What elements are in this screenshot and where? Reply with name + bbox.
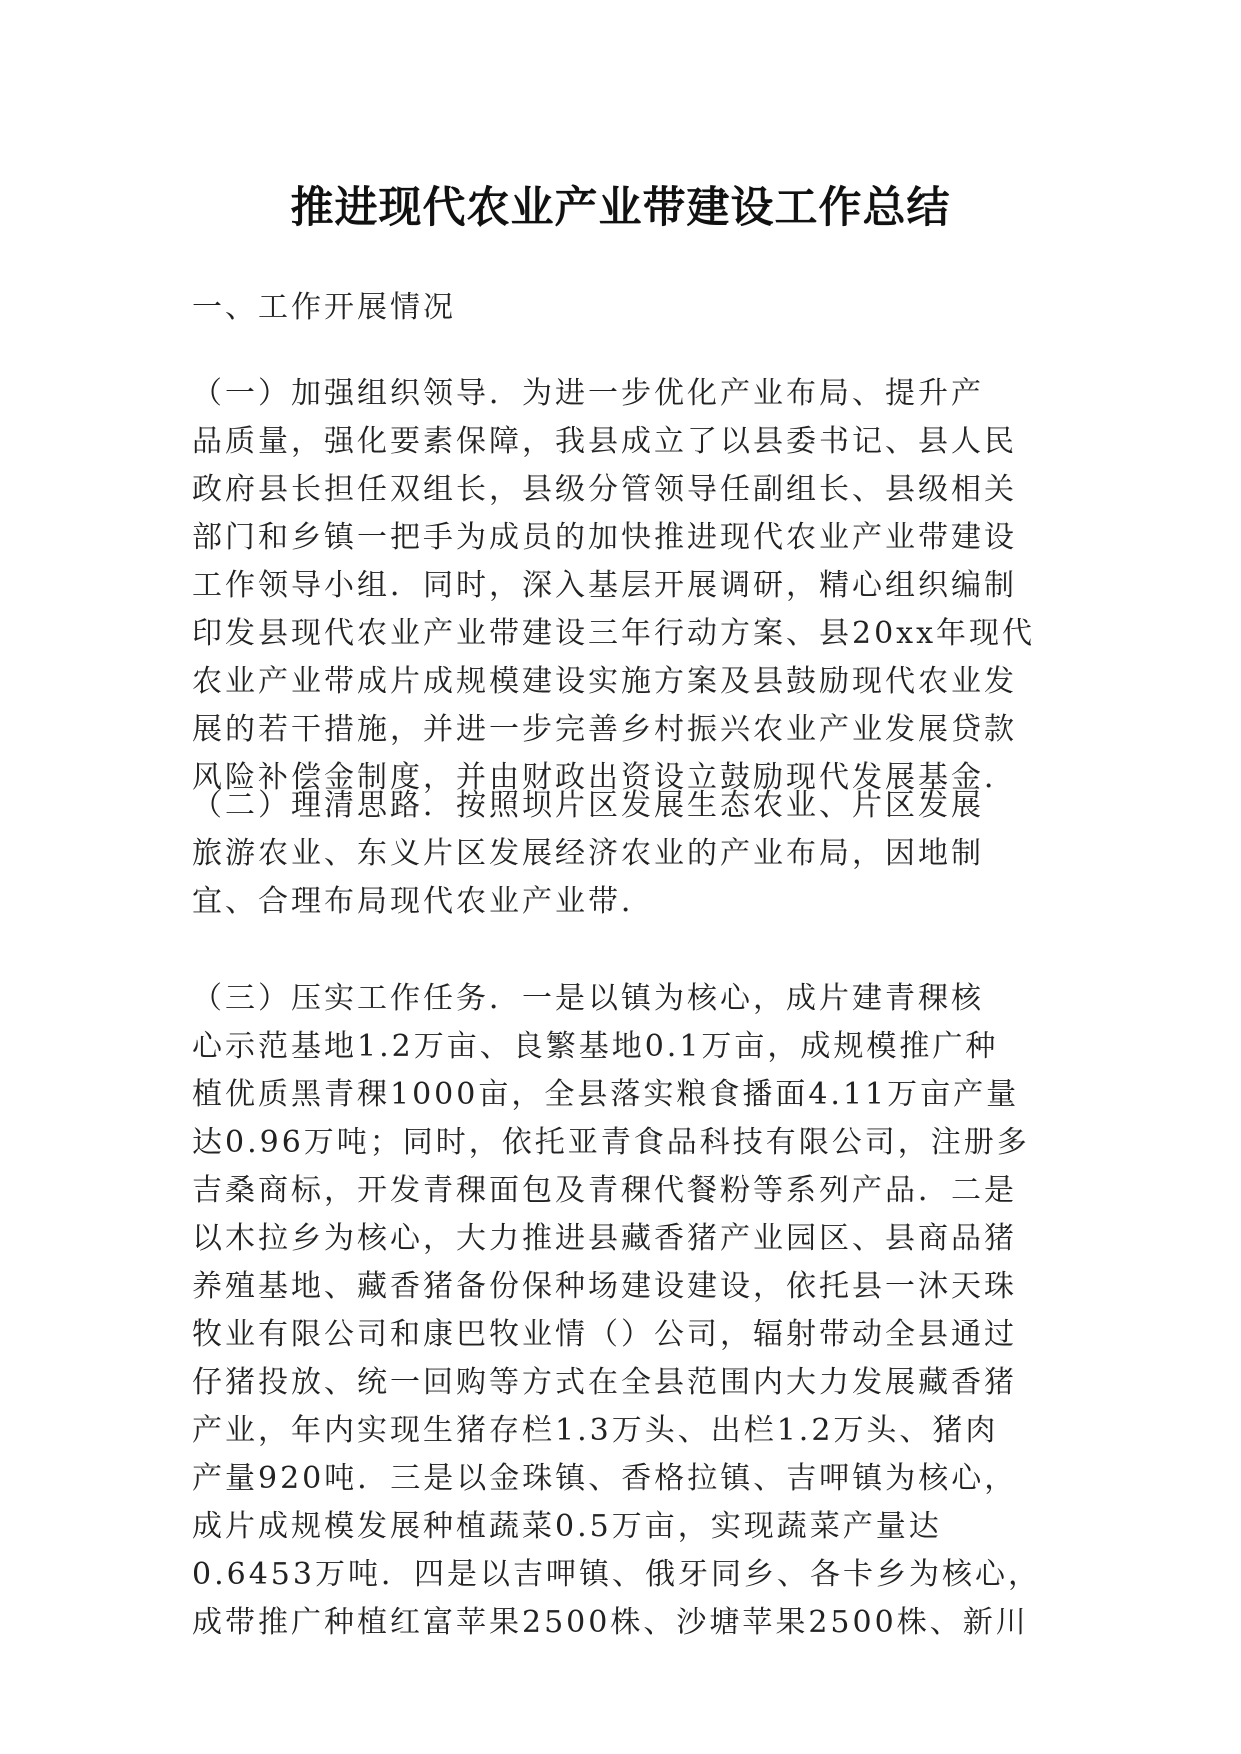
- paragraph-line: 风险补偿金制度，并由财政出资设立鼓励现代发展基金．: [192, 760, 1017, 795]
- paragraph-line: 旅游农业、东义片区发展经济农业的产业布局，因地制: [192, 836, 984, 871]
- paragraph-line: 工作领导小组．同时，深入基层开展调研，精心组织编制: [192, 568, 1017, 603]
- paragraph-line: （二）理清思路．按照坝片区发展生态农业、片区发展: [192, 788, 984, 823]
- paragraph-line: 产业，年内实现生猪存栏1.3万头、出栏1.2万头、猪肉: [192, 1413, 999, 1448]
- paragraph-line: （一）加强组织领导．为进一步优化产业布局、提升产: [192, 376, 984, 411]
- paragraph-line: 吉桑商标，开发青稞面包及青稞代餐粉等系列产品．二是: [192, 1173, 1017, 1208]
- paragraph-line: 0.6453万吨．四是以吉呷镇、俄牙同乡、各卡乡为核心，: [192, 1557, 1041, 1592]
- paragraph-organization-leadership: [192, 370, 1044, 802]
- paragraph-line: 牧业有限公司和康巴牧业情（）公司，辐射带动全县通过: [192, 1317, 1017, 1352]
- paragraph-line: 政府县长担任双组长，县级分管领导任副组长、县级相关: [192, 472, 1017, 507]
- document-title: 推进现代农业产业带建设工作总结: [290, 183, 951, 233]
- paragraph-line: 达0.96万吨；同时，依托亚青食品科技有限公司，注册多: [192, 1125, 1030, 1160]
- paragraph-clarify-thinking: [192, 782, 1044, 926]
- paragraph-line: 成片成规模发展种植蔬菜0.5万亩，实现蔬菜产量达: [192, 1509, 942, 1544]
- paragraph-line: 部门和乡镇一把手为成员的加快推进现代农业产业带建设: [192, 520, 1017, 555]
- paragraph-line: 心示范基地1.2万亩、良繁基地0.1万亩，成规模推广种: [192, 1029, 999, 1064]
- paragraph-line: 养殖基地、藏香猪备份保种场建设建设，依托县一沐天珠: [192, 1269, 1017, 1304]
- paragraph-line: 宜、合理布局现代农业产业带．: [192, 884, 654, 919]
- paragraph-line: （三）压实工作任务．一是以镇为核心，成片建青稞核: [192, 981, 984, 1016]
- paragraph-line: 成带推广种植红富苹果2500株、沙塘苹果2500株、新川: [192, 1605, 1029, 1640]
- section-heading: 一、工作开展情况: [192, 290, 456, 325]
- paragraph-line: 农业产业带成片成规模建设实施方案及县鼓励现代农业发: [192, 664, 1017, 699]
- paragraph-line: 仔猪投放、统一回购等方式在全县范围内大力发展藏香猪: [192, 1365, 1017, 1400]
- paragraph-line: 展的若干措施，并进一步完善乡村振兴农业产业发展贷款: [192, 712, 1017, 747]
- paragraph-line: 品质量，强化要素保障，我县成立了以县委书记、县人民: [192, 424, 1017, 459]
- paragraph-work-tasks: [192, 975, 1044, 1647]
- paragraph-line: 印发县现代农业产业带建设三年行动方案、县20xx年现代: [192, 616, 1036, 651]
- paragraph-line: 植优质黑青稞1000亩，全县落实粮食播面4.11万亩产量: [192, 1077, 1020, 1112]
- paragraph-line: 产量920吨．三是以金珠镇、香格拉镇、吉呷镇为核心，: [192, 1461, 1018, 1496]
- paragraph-line: 以木拉乡为核心，大力推进县藏香猪产业园区、县商品猪: [192, 1221, 1017, 1256]
